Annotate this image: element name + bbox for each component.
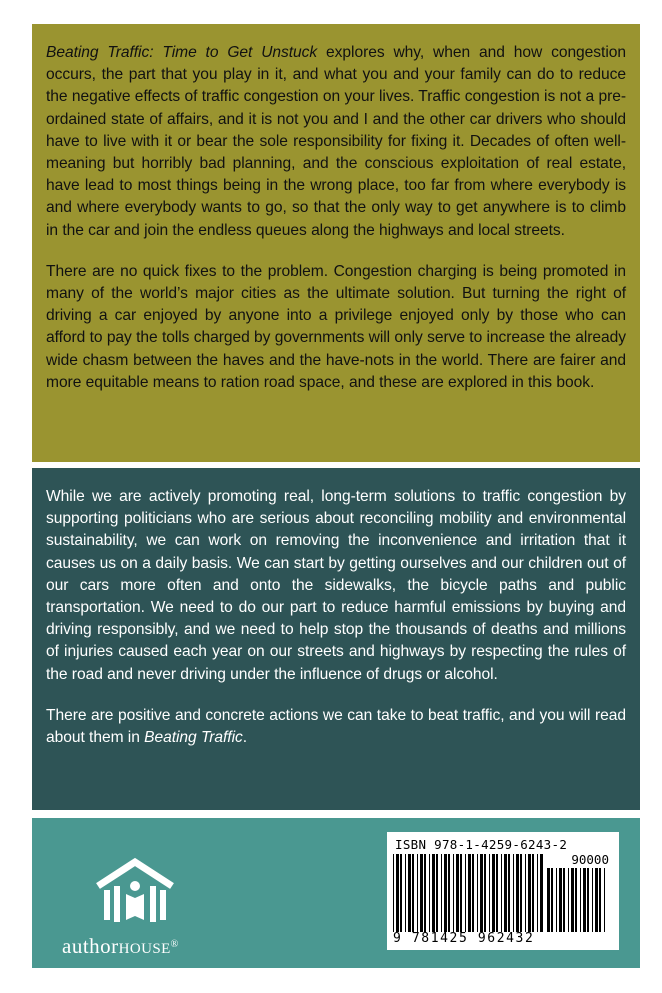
solutions-panel bbox=[32, 468, 640, 810]
isbn-barcode bbox=[387, 832, 619, 950]
price-code: 90000 bbox=[571, 852, 609, 867]
footer-panel bbox=[32, 818, 640, 968]
description-paragraph-1 bbox=[46, 42, 626, 242]
solutions-paragraph-2 bbox=[46, 705, 626, 749]
solutions-paragraph-2-end: . bbox=[242, 729, 248, 747]
description-paragraph-1-text: explores why, when and how congestion occurs, the part that you play in it, and what you and your family can do to reduce the negative effects of traffic congestion on your lives. Traffic congestion is not a pre-ordained state of affairs, and it is not you and I and the other car drivers who should have to live with it or bear the sole responsibility for fixing it. Decades of often well-meaning but horribly bad planning, and the conscious exploitation of real estate, have lead to most things being in the wrong place, too far from where everybody is and where everybody wants to go, so that the only way to get anywhere is to climb in the car and join the endless queues along the highways and local streets. bbox=[46, 44, 626, 239]
description-panel bbox=[32, 24, 640, 462]
solutions-paragraph-1: While we are actively promoting real, long-term solutions to traffic congestion by supporting politicians who are serious about reconciling mobility and environmental sustainability, we can work on removing the inconvenience and irritation that it causes us on a daily basis. We can start by getting ourselves and our children out of our cars more often and onto the sidewalks, the bicycle paths and public transportation. We need to do our part to reduce harmful emissions by buying and driving responsibly, and we need to help stop the thousands of deaths and millions of injuries caused each year on our streets and highways by respecting the rules of the road and never driving under the influence of drugs or alcohol. bbox=[46, 488, 626, 683]
authorhouse-logo bbox=[62, 856, 262, 956]
book-title-italic: Beating Traffic: Time to Get Unstuck bbox=[46, 44, 318, 61]
isbn-label: ISBN 978-1-4259-6243-2 bbox=[395, 837, 568, 852]
publisher-name-house: HOUSE bbox=[118, 941, 171, 957]
addon-barcode-bars bbox=[547, 868, 609, 932]
publisher-name-author: author bbox=[62, 934, 119, 958]
ean-digits: 9 781425 962432 bbox=[393, 931, 535, 946]
publisher-name bbox=[62, 934, 262, 959]
house-book-icon bbox=[92, 856, 178, 930]
description-paragraph-2: There are no quick fixes to the problem. Congestion charging is being promoted in many of the world’s major cities as the ultimate solution. But turning the right of driving a car enjoyed by anyone into a privilege enjoyed only by those who can afford to pay the tolls charged by governments will only serve to increase the already wide chasm between the haves and the have-nots in the world. There are fairer and more equitable means to ration road space, and these are explored in this book. bbox=[46, 262, 626, 391]
registered-mark: ® bbox=[170, 939, 179, 950]
book-title-italic-2: Beating Traffic bbox=[144, 729, 243, 747]
solutions-paragraph-2-text: There are positive and concrete actions we can take to beat traffic, and you will read about them in bbox=[46, 706, 626, 747]
ean-barcode-bars bbox=[393, 854, 543, 932]
